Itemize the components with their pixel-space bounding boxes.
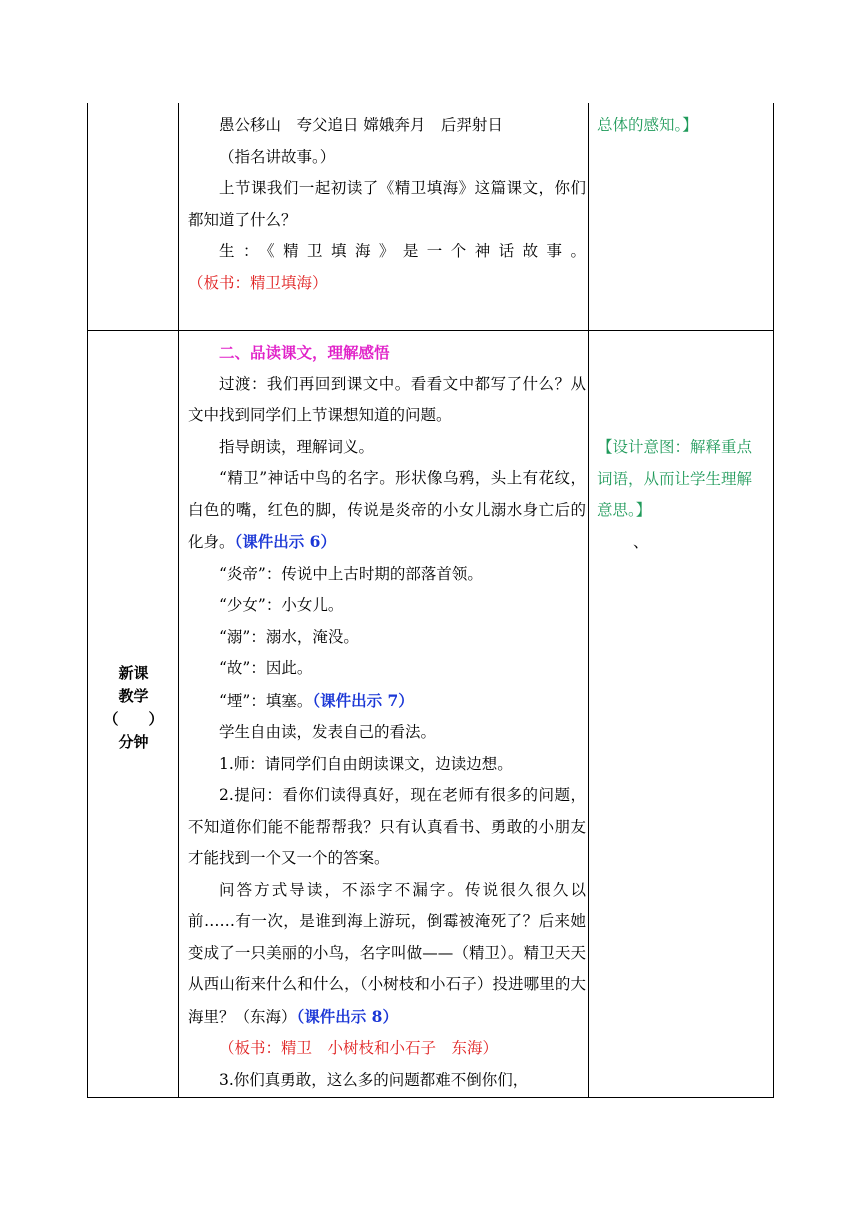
table-border-left <box>87 103 88 1098</box>
step-2: 2.提问：看你们读得真好，现在老师有很多的问题，不知道你们能不能帮帮我？只有认真看书、勇敢的小朋友才能找到一个又一个的答案。 <box>188 786 586 867</box>
yin-text: “堙”：填塞。 <box>219 691 313 710</box>
review-question: 上节课我们一起初读了《精卫填海》这篇课文，你们都知道了什么？ <box>188 179 586 229</box>
step-1: 1.师：请同学们自由朗读课文，边读边想。 <box>219 754 513 773</box>
courseware-6: （课件出示 6） <box>234 532 336 551</box>
design-intent-line-3: 意思。】 <box>597 501 652 519</box>
section-label <box>88 662 179 754</box>
label-line-1: 新课 <box>118 664 149 682</box>
student-answer <box>188 236 586 299</box>
yin-definition <box>188 685 586 718</box>
stray-mark: 、 <box>633 532 649 551</box>
table-row-divider <box>87 330 774 331</box>
gu-definition: “故”：因此。 <box>219 659 313 677</box>
courseware-7: （课件出示 7） <box>312 690 414 710</box>
transition-text: 过渡：我们再回到课文中。看看文中都写了什么？从文中找到同学们上节课想知道的问题。 <box>188 374 586 424</box>
row1-note <box>597 110 769 142</box>
answer-text: 生：《精卫填海》是一个神话故事。 <box>219 242 586 260</box>
design-intent-line-1: 【设计意图：解释重点 <box>597 438 753 456</box>
design-note: 总体的感知。】 <box>597 116 698 134</box>
row2-content <box>188 337 586 1096</box>
guided-qa-text: 问答方式导读，不添字不漏字。传说很久很久以前……有一次，是谁到海上游玩，倒霉被淹死了？后来她变成了一只美丽的小鸟，名字叫做——（精卫）。精卫天天从西山衔来什么和什么，（小树枝和小石子）投进哪里的大海里？（东海） <box>188 880 586 1026</box>
label-line-3: （ ） <box>103 710 164 728</box>
section-heading: 二、品读课文，理解感悟 <box>219 343 390 362</box>
jingwei-definition <box>188 463 586 559</box>
table-border-bottom <box>87 1097 774 1098</box>
board-summary: （板书：精卫 小树枝和小石子 东海） <box>219 1039 499 1057</box>
shaonv-definition: “少女”：小女儿。 <box>219 596 344 614</box>
idiom-list: 愚公移山 夸父追日 嫦娥奔月 后羿射日 <box>219 116 503 134</box>
courseware-8: （课件出示 8） <box>296 1006 398 1026</box>
jingwei-text: “精卫”神话中鸟的名字。形状像乌鸦，头上有花纹，白色的嘴，红色的脚，传说是炎帝的小女儿溺水身亡后的化身。 <box>188 469 586 551</box>
guided-qa <box>188 875 586 1034</box>
free-reading: 学生自由读，发表自己的看法。 <box>219 723 437 741</box>
guide-reading: 指导朗读，理解词义。 <box>219 437 375 456</box>
instruction-text: （指名讲故事。） <box>219 147 336 166</box>
row2-note <box>597 432 769 558</box>
ni-definition: “溺”：溺水，淹没。 <box>219 627 359 646</box>
table-border-right <box>773 103 774 1098</box>
label-line-2: 教学 <box>118 687 149 705</box>
board-note: （板书：精卫填海） <box>188 273 328 292</box>
label-line-4: 分钟 <box>118 733 149 751</box>
step-3: 3.你们真勇敢，这么多的问题都难不倒你们， <box>219 1070 529 1089</box>
row1-content <box>188 110 586 299</box>
table-divider-label <box>178 103 179 1098</box>
yandi-definition: “炎帝”：传说中上古时期的部落首领。 <box>219 564 483 583</box>
table-divider-note <box>588 103 589 1098</box>
design-intent-line-2: 词语，从而让学生理解 <box>597 469 753 488</box>
